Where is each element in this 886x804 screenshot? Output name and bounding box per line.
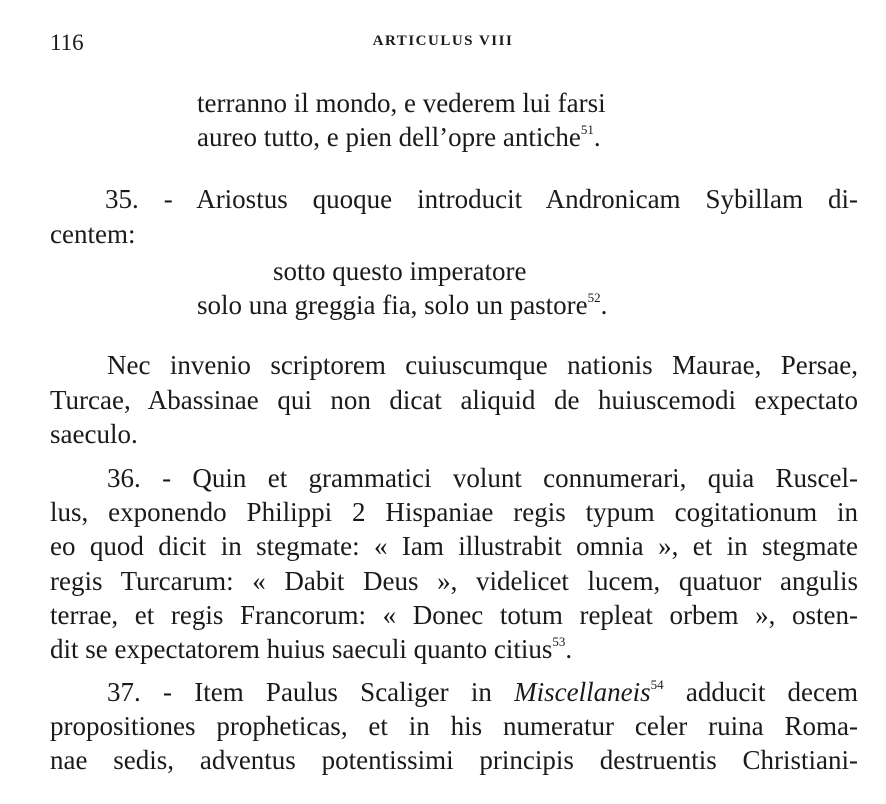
para36-line1: 36. - Quin et grammatici volunt connumerari, quia Ruscel- [107, 463, 858, 493]
para35-line2: centem: [50, 219, 136, 249]
para-nec-line3: saeculo. [50, 419, 138, 449]
verse1-line2: aureo tutto, e pien dell’opre antiche$^{51}$. [197, 122, 601, 152]
italic-title: Miscellaneis [514, 677, 651, 707]
footnote-ref-53: 53 [552, 634, 566, 649]
para37-line1: 37. - Item Paulus Scaliger in Miscellaneis$^{54}$ adducit decem [107, 677, 859, 707]
para-nec-line1: Nec invenio scriptorem cuiuscumque nationis Maurae, Persae, [107, 350, 858, 380]
verse2-line1: sotto questo imperatore [273, 256, 527, 286]
para37-line3: nae sedis, adventus potentissimi principis destruentis Christiani- [50, 745, 858, 775]
page-number: 116 [50, 30, 84, 55]
para35-line1: 35. - Ariostus quoque introducit Andronicam Sybillam di- [105, 184, 858, 214]
verse1-line1: terranno il mondo, e vederem lui farsi [197, 88, 606, 118]
para36-line3: eo quod dicit in stegmate: « Iam illustrabit omnia », et in stegmate [50, 531, 858, 561]
para36-line2: lus, exponendo Philippi 2 Hispaniae regis typum cogitationum in [50, 497, 858, 527]
para-nec-line2: Turcae, Abassinae qui non dicat aliquid de huiuscemodi expectato [50, 385, 858, 415]
para36-line6: dit se expectatorem huius saeculi quanto citius$^{53}$. [50, 634, 573, 664]
footnote-ref-54: 54 [650, 677, 664, 692]
running-title: ARTICULUS VIII [372, 33, 514, 49]
para37-line2: propositiones propheticas, et in his numeratur celer ruina Roma- [50, 711, 858, 741]
footnote-ref-51: 51 [580, 122, 594, 137]
footnote-ref-52: 52 [587, 290, 601, 305]
verse2-line2: solo una greggia fia, solo un pastore$^{52}$. [197, 290, 608, 320]
para36-line5: terrae, et regis Francorum: « Donec totum repleat orbem », osten- [50, 600, 858, 630]
para36-line4: regis Turcarum: « Dabit Deus », videlicet lucem, quatuor angulis [50, 566, 858, 596]
